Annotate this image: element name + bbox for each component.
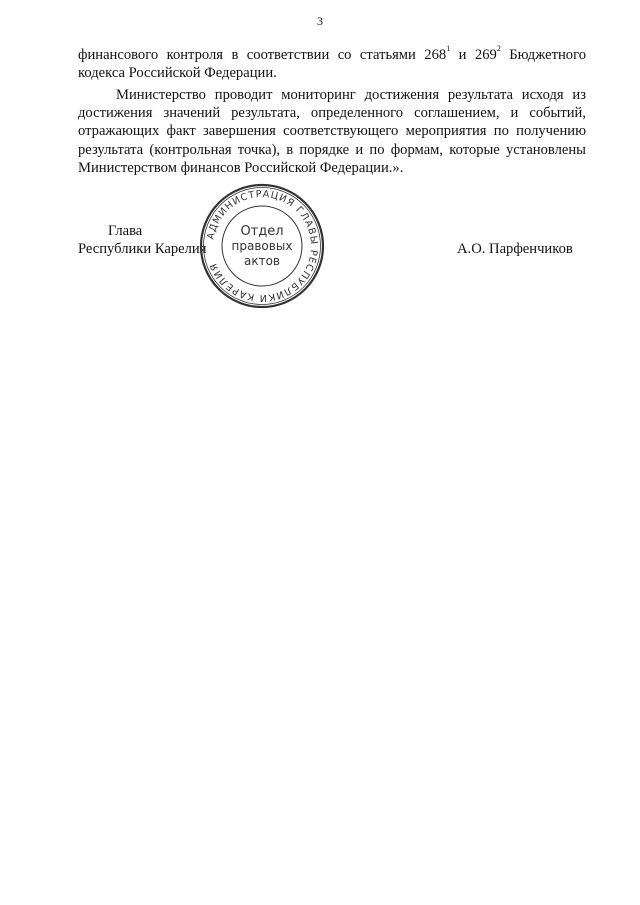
signature-title bbox=[78, 222, 206, 258]
stamp-ring-text: АДМИНИСТРАЦИЯ ГЛАВЫ РЕСПУБЛИКИ КАРЕЛИЯ bbox=[205, 188, 320, 304]
stamp-center-line2: правовых bbox=[231, 239, 293, 253]
paragraph-1-text-b: и 269 bbox=[450, 47, 497, 63]
stamp-center-line1: Отдел bbox=[240, 224, 284, 239]
signature-title-line1: Глава bbox=[108, 223, 143, 239]
signatory-name: А.О. Парфенчиков bbox=[457, 241, 573, 257]
superscript-2: 2 bbox=[496, 44, 501, 54]
signature-title-line2: Республики Карелия bbox=[78, 241, 207, 258]
official-stamp bbox=[198, 182, 326, 310]
paragraph-2: Министерство проводит мониторинг достижения результата исходя из достижения значений результата, определенного соглашением, и событий, отражающих факт завершения соответствующего мероприятия по получению результата (контрольная точка), в порядке и по формам, которые установлены Министерством финансов Российской Федерации.». bbox=[78, 87, 586, 176]
page-number: 3 bbox=[317, 14, 323, 28]
stamp-center-line3: актов bbox=[243, 254, 281, 268]
paragraph-1 bbox=[78, 46, 586, 82]
superscript-1: 1 bbox=[446, 44, 451, 54]
paragraph-1-text-c: Бюджетного кодекса Российской Федерации. bbox=[78, 47, 587, 82]
paragraph-1-text-a: финансового контроля в соответствии со статьями 268 bbox=[78, 47, 447, 63]
